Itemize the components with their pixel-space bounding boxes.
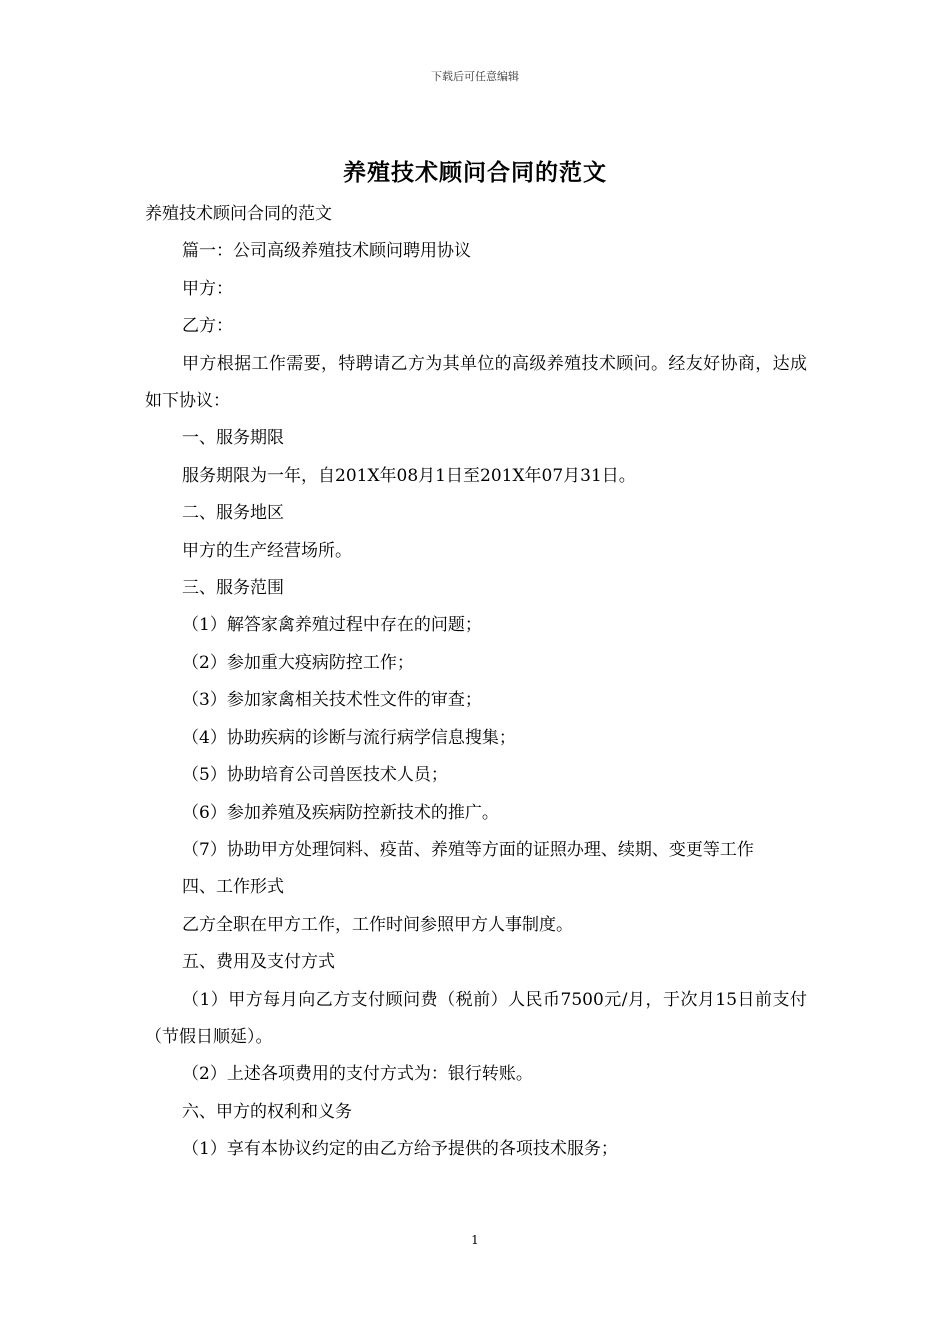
body-paragraph: （1）享有本协议约定的由乙方给予提供的各项技术服务； (182, 1139, 618, 1160)
body-paragraph: 五、费用及支付方式 (182, 952, 335, 973)
body-paragraph: 甲方的生产经营场所。 (182, 540, 352, 561)
body-paragraph: （1）甲方每月向乙方支付顾问费（税前）人民币7500元/月，于次月15日前支付（节假日顺延）。 (145, 989, 807, 1047)
body-paragraph: 甲方根据工作需要，特聘请乙方为其单位的高级养殖技术顾问。经友好协商，达成如下协议： (145, 353, 807, 412)
body-paragraph: （3）参加家禽相关技术性文件的审查； (182, 690, 482, 711)
body-paragraph: （5）协助培育公司兽医技术人员； (182, 765, 448, 786)
body-paragraph: 篇一：公司高级养殖技术顾问聘用协议 (182, 241, 471, 262)
body-paragraph: （4）协助疾病的诊断与流行病学信息搜集； (182, 727, 516, 748)
body-paragraph: 乙方： (182, 316, 233, 337)
body-paragraph: （2）参加重大疫病防控工作； (182, 652, 414, 673)
body-paragraph: 甲方： (182, 278, 233, 299)
page-number: 1 (471, 1233, 479, 1247)
header-note: 下载后可任意编辑 (431, 70, 519, 83)
body-paragraph: 四、工作形式 (182, 877, 284, 898)
body-paragraph: 三、服务范围 (182, 578, 284, 599)
body-paragraph: 乙方全职在甲方工作，工作时间参照甲方人事制度。 (182, 914, 573, 935)
body-paragraph: 六、甲方的权利和义务 (182, 1101, 352, 1122)
document-title: 养殖技术顾问合同的范文 (343, 159, 607, 186)
document-body (145, 196, 807, 1169)
body-paragraph: 养殖技术顾问合同的范文 (145, 204, 332, 224)
body-paragraph: 二、服务地区 (182, 503, 284, 524)
body-paragraph: （6）参加养殖及疾病防控新技术的推广。 (182, 802, 499, 823)
body-paragraph: （1）解答家禽养殖过程中存在的问题； (182, 615, 482, 636)
body-paragraph: （2）上述各项费用的支付方式为：银行转账。 (182, 1064, 533, 1085)
body-paragraph: 服务期限为一年，自201X年08月1日至201X年07月31日。 (182, 465, 636, 486)
body-paragraph: （7）协助甲方处理饲料、疫苗、养殖等方面的证照办理、续期、变更等工作 (182, 839, 754, 860)
body-paragraph: 一、服务期限 (182, 428, 284, 449)
